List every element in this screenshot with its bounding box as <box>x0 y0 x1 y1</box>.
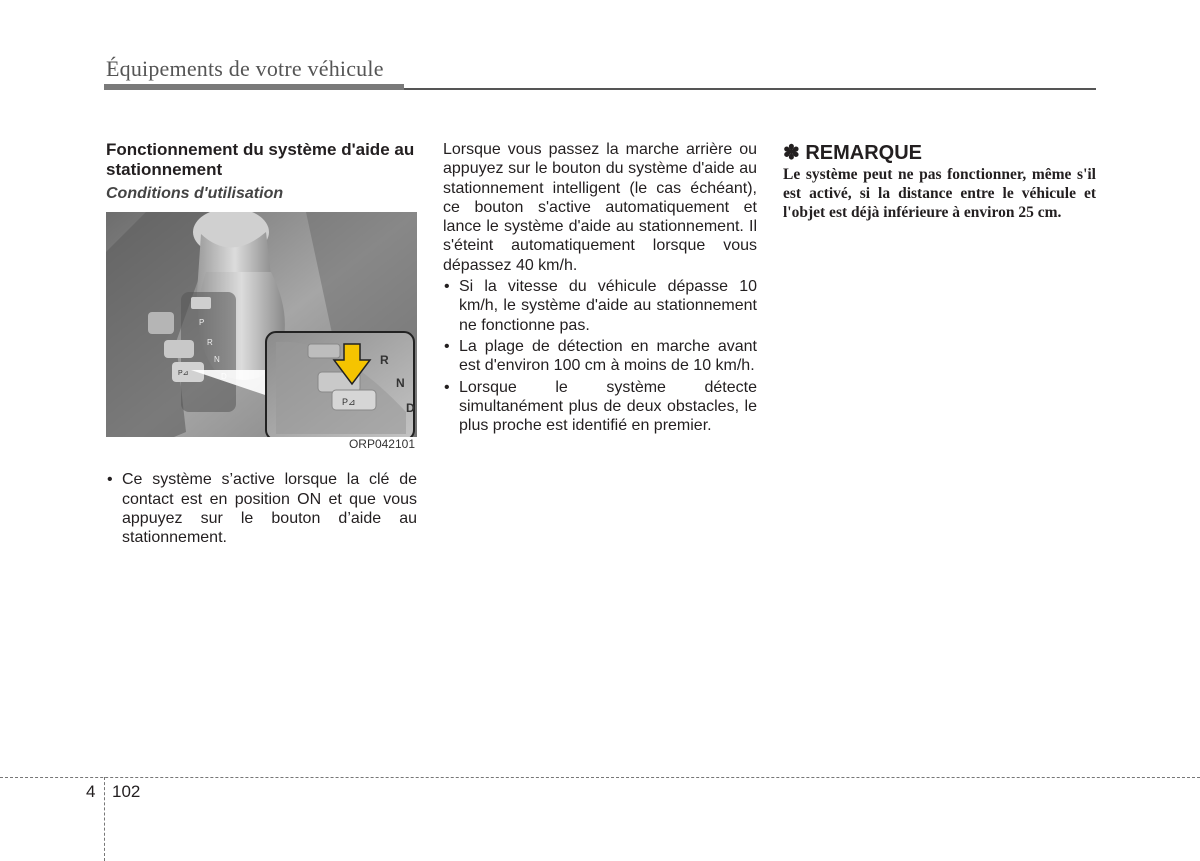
header-rule-thick <box>104 84 404 90</box>
header-rule-thin <box>404 88 1096 90</box>
paragraph: Lorsque vous passez la marche arrière ou appuyez sur le bouton du système d'aide au stationnement intelligent (le cas échéant), ce bouton s'active automatiquement et lance le système d'aide au stationnement. Il s'éteint automatiquement lorsque vous dépassez 40 km/h. <box>443 141 757 274</box>
svg-text:N: N <box>396 376 405 391</box>
chapter-number: 4 <box>86 782 96 801</box>
svg-text:R: R <box>207 338 213 348</box>
gear-console-figure <box>106 212 417 457</box>
svg-text:P: P <box>199 318 205 328</box>
footer-vertical-divider <box>104 777 105 861</box>
column-1 <box>106 140 417 547</box>
svg-text:D: D <box>406 401 415 416</box>
page-number: 102 <box>112 782 141 801</box>
bullet-list <box>443 277 757 435</box>
footer-divider <box>0 777 1200 778</box>
figure-code: ORP042101 <box>348 437 415 451</box>
column-2 <box>443 140 757 435</box>
svg-text:N: N <box>214 355 220 365</box>
section-header-title: Équipements de votre véhicule <box>106 56 384 81</box>
svg-text:P⊿: P⊿ <box>178 370 189 378</box>
list-item: • Ce système s’active lorsque la clé de contact est en position ON et que vous appuyez sur le bouton d’aide au stationnement. <box>106 470 417 547</box>
section-heading: Fonctionnement du système d'aide au stationnement <box>106 140 415 179</box>
list-item: • La plage de détection en marche avant est d'environ 100 cm à moins de 10 km/h. <box>443 337 757 376</box>
gear-console-illustration <box>106 212 417 457</box>
remark-title: ✽ REMARQUE <box>783 142 922 164</box>
subheading: Conditions d'utilisation <box>106 185 284 202</box>
list-item: • Lorsque le système détecte simultanément plus de deux obstacles, le plus proche est identifié en premier. <box>443 378 757 436</box>
svg-text:P⊿: P⊿ <box>342 397 356 408</box>
remark-body: Le système peut ne pas fonctionner, même s'il est activé, si la distance entre le véhicule et l'objet est déjà inférieure à environ 25 cm. <box>783 166 1096 221</box>
list-item: • Si la vitesse du véhicule dépasse 10 km/h, le système d'aide au stationnement ne fonctionne pas. <box>443 277 757 335</box>
bullet-list <box>106 470 417 547</box>
column-3 <box>783 140 1096 222</box>
svg-text:R: R <box>380 353 389 368</box>
